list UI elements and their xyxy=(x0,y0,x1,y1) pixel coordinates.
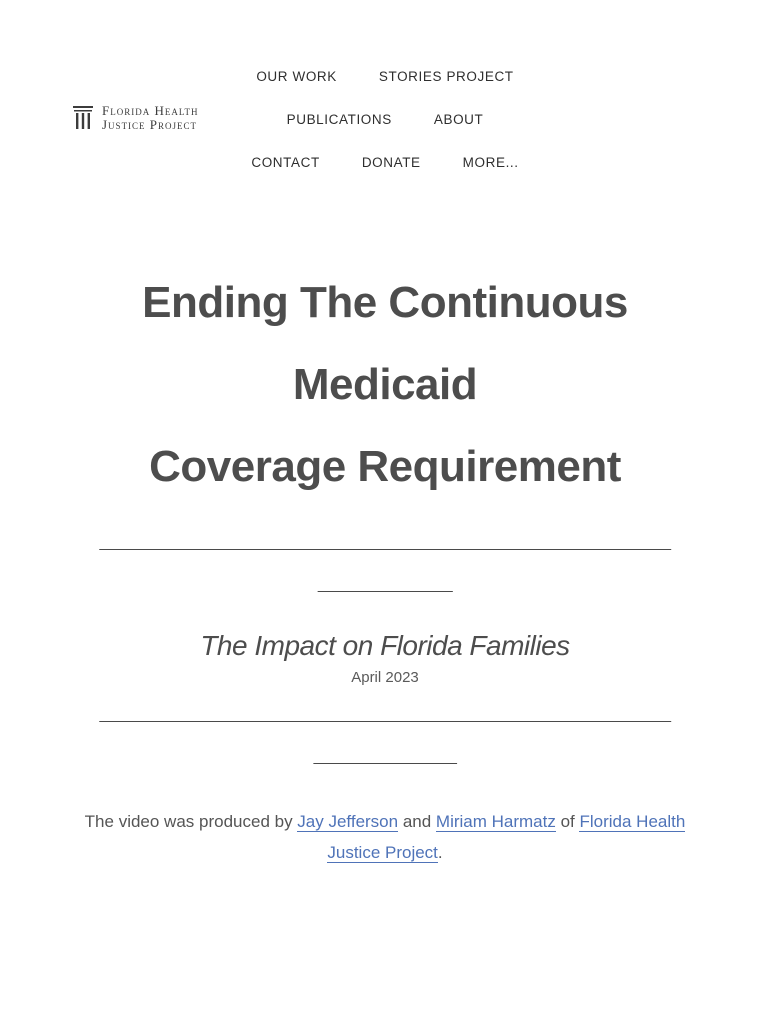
page-title-line-2: Medicaid xyxy=(292,360,478,409)
divider-1-short: ________________ xyxy=(317,576,453,593)
logo-line-2: Justice Project xyxy=(102,117,198,132)
site-logo[interactable] xyxy=(72,104,199,132)
link-miriam-harmatz[interactable]: Miriam Harmatz xyxy=(435,812,556,831)
divider-2-long: ____________________________________________________________________ xyxy=(99,706,671,723)
divider-2-short: _________________ xyxy=(313,748,457,765)
page-title-line-3: Coverage Requirement xyxy=(149,442,621,491)
nav-row-2 xyxy=(200,107,570,150)
nav-item-donate[interactable]: DONATE xyxy=(361,155,421,170)
nav-row-3 xyxy=(200,150,570,193)
nav-row-1 xyxy=(200,64,570,107)
page-title-line-1: Ending The Continuous xyxy=(142,278,628,327)
nav-item-publications[interactable]: PUBLICATIONS xyxy=(286,112,392,127)
site-header xyxy=(0,0,770,200)
publication-date: April 2023 xyxy=(351,669,419,686)
divider-1-long: ____________________________________________________________________ xyxy=(99,534,671,551)
logo-line-1: Florida Health xyxy=(102,103,199,118)
nav-item-more[interactable]: MORE... xyxy=(462,155,519,170)
page-title xyxy=(0,262,770,508)
nav-item-about[interactable]: ABOUT xyxy=(433,112,484,127)
main-nav xyxy=(200,64,570,193)
link-florida-health-justice-project[interactable]: Florida Health Justice Project xyxy=(327,812,686,862)
credit-joiner: and xyxy=(398,812,436,831)
credit-of: of xyxy=(555,812,580,831)
building-columns-icon xyxy=(72,105,94,131)
video-credit xyxy=(65,806,705,868)
link-jay-jefferson[interactable]: Jay Jefferson xyxy=(297,812,399,831)
nav-item-contact[interactable]: CONTACT xyxy=(251,155,320,170)
nav-item-our-work[interactable]: OUR WORK xyxy=(256,69,337,84)
nav-item-stories-project[interactable]: STORIES PROJECT xyxy=(378,69,514,84)
logo-text xyxy=(102,104,199,132)
credit-prefix: The video was produced by xyxy=(84,812,298,831)
page-subtitle: The Impact on Florida Families xyxy=(200,630,570,661)
main-content xyxy=(0,262,770,868)
credit-suffix: . xyxy=(437,843,443,862)
